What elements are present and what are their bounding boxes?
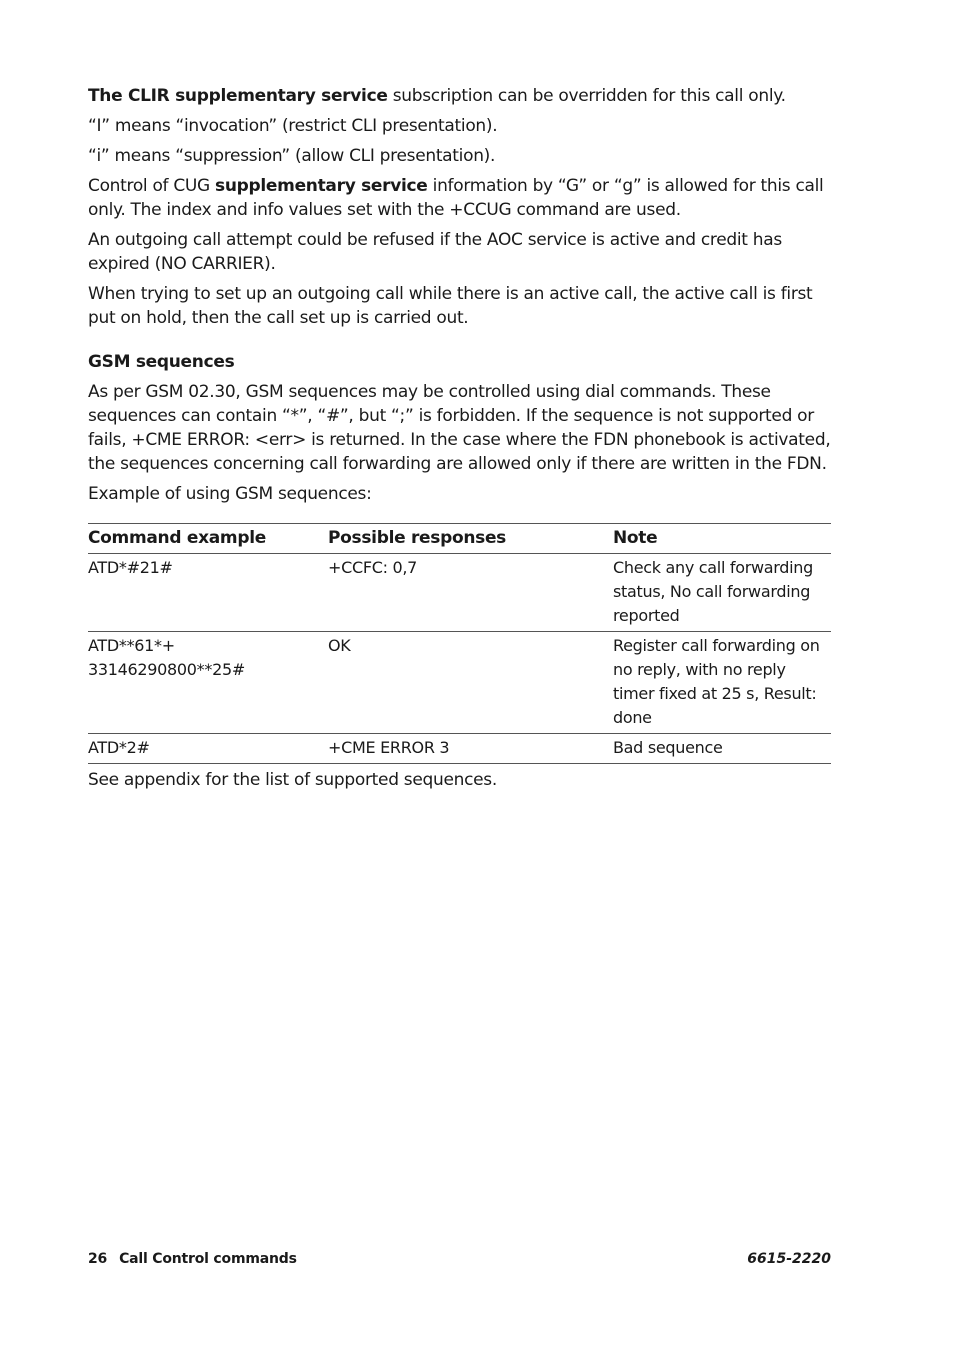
note-cell: Check any call forwarding status, No call forwarding reported [613, 554, 831, 632]
page-content [88, 84, 831, 798]
response-cell: OK [328, 632, 613, 734]
cug-bold: supplementary service [215, 176, 428, 196]
cug-paragraph [88, 174, 831, 222]
gsm-sequences-heading: GSM sequences [88, 352, 235, 372]
gsm-example-intro: Example of using GSM sequences: [88, 484, 372, 504]
cug-text-start: Control of CUG [88, 176, 216, 196]
aoc-paragraph: An outgoing call attempt could be refused if the AOC service is active and credit has expired (NO CARRIER). [88, 230, 782, 274]
suppression-paragraph: “i” means “suppression” (allow CLI presentation). [88, 146, 496, 166]
document-number: 6615-2220 [747, 1251, 831, 1267]
table-row [88, 734, 831, 764]
cug-text-rest: information by “G” or “g” is allowed for this call only. The index and info values set with the +CCUG command are used. [88, 176, 824, 220]
clir-bold: The CLIR supplementary service [88, 86, 388, 106]
note-cell: Register call forwarding on no reply, with no reply timer fixed at 25 s, Result: done [613, 632, 831, 734]
page-number: 26 [88, 1251, 108, 1267]
header-command-example: Command example [88, 524, 328, 554]
header-possible-responses: Possible responses [328, 524, 613, 554]
table-row [88, 554, 831, 632]
note-cell: Bad sequence [613, 734, 831, 764]
response-cell: +CCFC: 0,7 [328, 554, 613, 632]
invocation-paragraph: “I” means “invocation” (restrict CLI presentation). [88, 116, 498, 136]
page-footer [88, 1251, 831, 1271]
section-title: Call Control commands [119, 1251, 297, 1267]
header-note: Note [613, 524, 831, 554]
clir-paragraph [88, 84, 831, 108]
appendix-note: See appendix for the list of supported sequences. [88, 770, 497, 790]
hold-paragraph: When trying to set up an outgoing call while there is an active call, the active call is first put on hold, then the call set up is carried out. [88, 284, 813, 328]
command-cell: ATD**61*+ 33146290800**25# [88, 632, 328, 734]
command-cell: ATD*2# [88, 734, 328, 764]
clir-text: subscription can be overridden for this call only. [387, 86, 786, 106]
table-header-row [88, 524, 831, 554]
table-row [88, 632, 831, 734]
command-cell: ATD*#21# [88, 554, 328, 632]
gsm-description: As per GSM 02.30, GSM sequences may be controlled using dial commands. These sequences can contain “*”, “#”, but “;” is forbidden. If the sequence is not supported or fails, +CME ERROR: <err> is returned. In the case where the FDN phonebook is activated, the sequences concerning call forwarding are allowed only if there are written in the FDN. [88, 382, 831, 474]
footer-left [88, 1251, 297, 1267]
response-cell: +CME ERROR 3 [328, 734, 613, 764]
gsm-sequence-table [88, 523, 831, 764]
